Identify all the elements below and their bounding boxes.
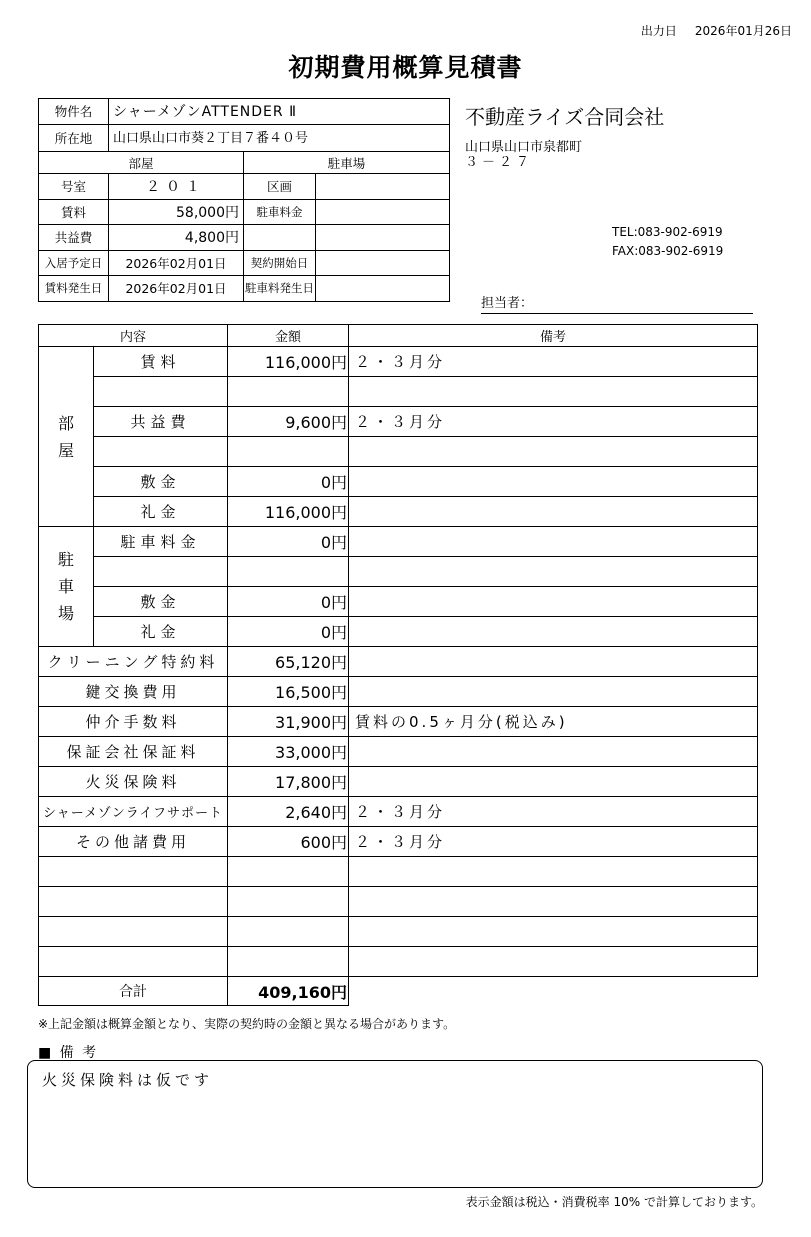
- table-row: [39, 827, 758, 857]
- remarks-box: [27, 1060, 763, 1188]
- cost-note: [349, 467, 758, 497]
- cost-item: 仲介手数料: [39, 707, 228, 737]
- property-name: シャーメゾンATTENDER Ⅱ: [109, 99, 450, 125]
- contract-start-value: [316, 250, 450, 276]
- cost-note: ２・３月分: [349, 407, 758, 437]
- cost-note: [349, 587, 758, 617]
- cost-note: [349, 527, 758, 557]
- cost-amount: 116,000円: [228, 497, 349, 527]
- table-row: [39, 497, 758, 527]
- parking-section-label: 区画: [244, 174, 316, 200]
- cost-item: [94, 437, 228, 467]
- cost-amount: 0円: [228, 527, 349, 557]
- cost-item: [39, 857, 228, 887]
- table-row: [39, 527, 758, 557]
- cost-note: ２・３月分: [349, 797, 758, 827]
- cost-item: 鍵交換費用: [39, 677, 228, 707]
- property-location: 山口県山口市葵２丁目７番４０号: [109, 124, 450, 152]
- room-number-label: 号室: [39, 174, 109, 200]
- cost-item: 火災保険料: [39, 767, 228, 797]
- cost-item: 敷金: [94, 467, 228, 497]
- cost-item: 敷金: [94, 587, 228, 617]
- move-in-date-label: 入居予定日: [39, 250, 109, 276]
- parking-section-header: 駐車場: [244, 152, 450, 174]
- cost-item: 賃料: [94, 347, 228, 377]
- cost-note: [349, 677, 758, 707]
- total-label: 合計: [39, 977, 228, 1006]
- cost-amount: 9,600円: [228, 407, 349, 437]
- rent-start-label: 賃料発生日: [39, 276, 109, 302]
- cost-item: 保証会社保証料: [39, 737, 228, 767]
- remarks-heading: ■ 備 考: [38, 1045, 99, 1061]
- table-row: [39, 587, 758, 617]
- cost-note: [349, 617, 758, 647]
- table-row: [39, 377, 758, 407]
- company-name: 不動産ライズ合同会社: [465, 105, 665, 129]
- common-fee-value: 4,800円: [109, 225, 244, 251]
- cost-amount: 116,000円: [228, 347, 349, 377]
- table-row: [39, 467, 758, 497]
- cost-note: [349, 947, 758, 977]
- cost-note: [349, 557, 758, 587]
- staff-line: [481, 292, 753, 314]
- table-row: [39, 647, 758, 677]
- remarks-text: 火災保険料は仮です: [42, 1071, 214, 1089]
- table-row: [39, 857, 758, 887]
- table-row: [39, 917, 758, 947]
- cost-amount: 17,800円: [228, 767, 349, 797]
- room-number: ２０１: [109, 174, 244, 200]
- cost-amount: 0円: [228, 587, 349, 617]
- cost-note: [349, 887, 758, 917]
- room-section-header: 部屋: [39, 152, 244, 174]
- total-row: [39, 977, 758, 1006]
- cost-item: 礼金: [94, 617, 228, 647]
- rent-label: 賃料: [39, 199, 109, 225]
- cost-item: シャーメゾンライフサポート: [39, 797, 228, 827]
- property-info-table: [38, 98, 450, 302]
- location-label: 所在地: [39, 124, 109, 152]
- table-row: [39, 707, 758, 737]
- company-tel: TEL:083-902-6919: [612, 225, 723, 239]
- cost-note: ２・３月分: [349, 347, 758, 377]
- parking-extra-value: [316, 225, 450, 251]
- cost-amount: 0円: [228, 617, 349, 647]
- output-date-value: 2026年01月26日: [694, 24, 792, 38]
- cost-item: [39, 887, 228, 917]
- cost-note: [349, 917, 758, 947]
- cost-amount: 31,900円: [228, 707, 349, 737]
- table-row: [39, 407, 758, 437]
- parking-blank-cell: [244, 225, 316, 251]
- cost-note: [349, 647, 758, 677]
- rent-start-date: 2026年02月01日: [109, 276, 244, 302]
- cost-note: [349, 857, 758, 887]
- output-date: [560, 22, 792, 39]
- company-address-line1: 山口県山口市泉都町: [465, 140, 583, 155]
- cost-amount: [228, 557, 349, 587]
- table-row: [39, 797, 758, 827]
- cost-amount: 65,120円: [228, 647, 349, 677]
- table-row: [39, 947, 758, 977]
- parking-group-label: 駐 車 場: [39, 527, 94, 647]
- table-row: [39, 737, 758, 767]
- document-title: 初期費用概算見積書: [288, 53, 523, 82]
- output-date-label: 出力日: [640, 24, 677, 38]
- header-note: 備考: [349, 325, 758, 347]
- cost-note: [349, 437, 758, 467]
- cost-amount: 33,000円: [228, 737, 349, 767]
- cost-amount: 600円: [228, 827, 349, 857]
- cost-item: その他諸費用: [39, 827, 228, 857]
- cost-amount: 2,640円: [228, 797, 349, 827]
- cost-amount: [228, 377, 349, 407]
- property-name-label: 物件名: [39, 99, 109, 125]
- common-fee-label: 共益費: [39, 225, 109, 251]
- cost-item: 共益費: [94, 407, 228, 437]
- cost-note: [349, 737, 758, 767]
- cost-table: [38, 324, 758, 1006]
- cost-amount: [228, 917, 349, 947]
- cost-note: [349, 377, 758, 407]
- total-amount: 409,160円: [228, 977, 349, 1006]
- table-row: [39, 437, 758, 467]
- parking-start-value: [316, 276, 450, 302]
- table-row: [39, 557, 758, 587]
- cost-note: [349, 497, 758, 527]
- total-blank: [349, 977, 758, 1006]
- header-item: 内容: [39, 325, 228, 347]
- parking-fee-value: [316, 199, 450, 225]
- parking-start-label: 駐車料発生日: [244, 276, 316, 302]
- rent-value: 58,000円: [109, 199, 244, 225]
- cost-amount: 0円: [228, 467, 349, 497]
- table-row: [39, 347, 758, 377]
- cost-item: [94, 377, 228, 407]
- contract-start-label: 契約開始日: [244, 250, 316, 276]
- cost-item: [39, 917, 228, 947]
- staff-label: 担当者：: [481, 296, 534, 311]
- parking-section-value: [316, 174, 450, 200]
- cost-amount: [228, 437, 349, 467]
- disclaimer-text: ※上記金額は概算金額となり、実際の契約時の金額と異なる場合があります。: [38, 1017, 456, 1031]
- cost-item: 礼金: [94, 497, 228, 527]
- cost-note: [349, 767, 758, 797]
- cost-amount: [228, 857, 349, 887]
- move-in-date: 2026年02月01日: [109, 250, 244, 276]
- table-row: [39, 677, 758, 707]
- table-row: [39, 617, 758, 647]
- cost-item: クリーニング特約料: [39, 647, 228, 677]
- parking-fee-label: 駐車料金: [244, 199, 316, 225]
- table-row: [39, 887, 758, 917]
- cost-amount: 16,500円: [228, 677, 349, 707]
- cost-amount: [228, 887, 349, 917]
- cost-item: [94, 557, 228, 587]
- cost-amount: [228, 947, 349, 977]
- cost-item: [39, 947, 228, 977]
- cost-item: 駐車料金: [94, 527, 228, 557]
- company-fax: FAX:083-902-6919: [612, 244, 724, 258]
- company-address-line2: ３－２７: [465, 155, 534, 170]
- room-group-label: 部 屋: [39, 347, 94, 527]
- cost-note: ２・３月分: [349, 827, 758, 857]
- header-amount: 金額: [228, 325, 349, 347]
- cost-note: 賃料の0.5ヶ月分(税込み): [349, 707, 758, 737]
- table-row: [39, 767, 758, 797]
- tax-note: 表示金額は税込・消費税率 10% で計算しております。: [465, 1195, 763, 1209]
